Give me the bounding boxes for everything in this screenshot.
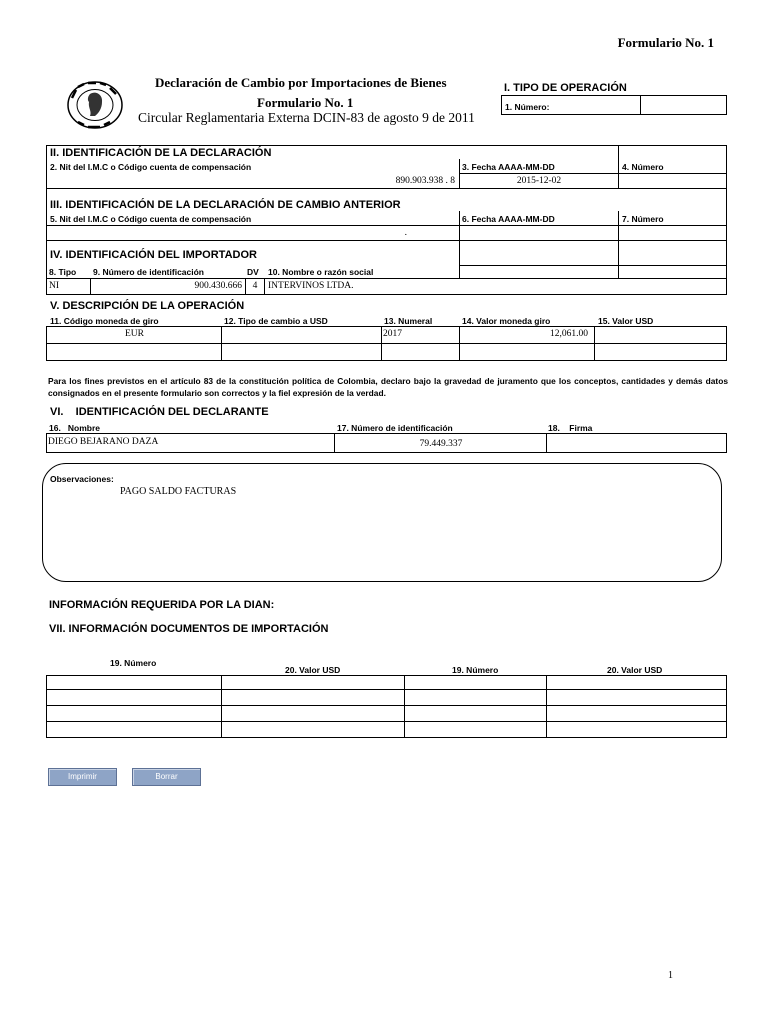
- numeral-field[interactable]: [383, 346, 457, 357]
- section-5-title: V. DESCRIPCIÓN DE LA OPERACIÓN: [50, 300, 245, 312]
- nit-anterior-field[interactable]: .: [404, 228, 407, 238]
- fecha-label: 3. Fecha AAAA-MM-DD: [462, 162, 555, 172]
- numero-label: 4. Número: [622, 162, 664, 172]
- col-valor-1-label: 20. Valor USD: [285, 665, 341, 675]
- identificacion-field[interactable]: 900.430.666: [194, 281, 242, 291]
- valor-usd-field[interactable]: [597, 329, 722, 340]
- valor-moneda-field[interactable]: [462, 346, 592, 357]
- tipo-cambio-field[interactable]: [224, 329, 379, 340]
- nit-anterior-label: 5. Nit del I.M.C o Código cuenta de compensación: [50, 214, 252, 224]
- nombre-label: 16. Nombre: [49, 423, 101, 433]
- section-7-title: VII. INFORMACIÓN DOCUMENTOS DE IMPORTACIÓN: [49, 623, 329, 635]
- numero-anterior-label: 7. Número: [622, 214, 664, 224]
- nombre-declarante-field[interactable]: DIEGO BEJARANO DAZA: [48, 437, 159, 447]
- documentos-table: [46, 675, 727, 738]
- tipo-label: 8. Tipo: [49, 267, 77, 277]
- razon-social-label: 10. Nombre o razón social: [268, 267, 374, 277]
- dv-label: DV: [247, 267, 259, 277]
- form-subtitle: Formulario No. 1: [257, 95, 354, 110]
- id-declarante-label: 17. Número de identificación: [337, 423, 453, 433]
- firma-label: 18. Firma: [548, 423, 593, 433]
- numero-field[interactable]: [622, 176, 722, 187]
- fecha-anterior-label: 6. Fecha AAAA-MM-DD: [462, 214, 555, 224]
- moneda-field[interactable]: [48, 346, 218, 357]
- section-4-title: IV. IDENTIFICACIÓN DEL IMPORTADOR: [50, 249, 257, 261]
- fecha-anterior-field[interactable]: [462, 228, 612, 239]
- dv-field[interactable]: 4: [252, 281, 258, 291]
- tipo-field[interactable]: NI: [49, 281, 60, 291]
- valor-moneda-field[interactable]: 12,061.00: [550, 329, 588, 339]
- tipo-cambio-field[interactable]: [224, 346, 379, 357]
- nit-field[interactable]: 890.903.938 . 8: [395, 176, 455, 186]
- col-numeral-label: 13. Numeral: [384, 316, 433, 326]
- identificacion-label: 9. Número de identificación: [93, 267, 204, 277]
- section-1-title: I. TIPO DE OPERACIÓN: [504, 82, 627, 94]
- col-valor-moneda-label: 14. Valor moneda giro: [462, 316, 551, 326]
- col-tipo-cambio-label: 12. Tipo de cambio a USD: [224, 316, 328, 326]
- fecha-field[interactable]: 2015-12-02: [516, 176, 562, 186]
- banco-republica-seal: [66, 80, 124, 130]
- col-moneda-label: 11. Código moneda de giro: [50, 316, 159, 326]
- observaciones-box[interactable]: [42, 463, 722, 582]
- numeral-field[interactable]: 2017: [383, 329, 402, 339]
- form-title: Declaración de Cambio por Importaciones de Bienes: [155, 75, 447, 90]
- col-numero-2-label: 19. Número: [452, 665, 499, 675]
- section-2-title: II. IDENTIFICACIÓN DE LA DECLARACIÓN: [50, 147, 272, 159]
- imprimir-button[interactable]: Imprimir: [48, 768, 117, 786]
- borrar-button[interactable]: Borrar: [132, 768, 201, 786]
- circular-reference: Circular Reglamentaria Externa DCIN-83 de agosto 9 de 2011: [138, 110, 475, 125]
- col-valor-2-label: 20. Valor USD: [607, 665, 663, 675]
- razon-social-field[interactable]: INTERVINOS LTDA.: [268, 281, 354, 291]
- page-number: 1: [668, 970, 673, 981]
- moneda-field[interactable]: EUR: [125, 329, 144, 339]
- form-number-label: Formulario No. 1: [617, 35, 714, 50]
- col-numero-1-label: 19. Número: [110, 658, 157, 668]
- tipo-operacion-numero-field[interactable]: [644, 100, 724, 112]
- numero-anterior-field[interactable]: [622, 228, 722, 239]
- section-3-title: III. IDENTIFICACIÓN DE LA DECLARACIÓN DE CAMBIO ANTERIOR: [50, 199, 401, 211]
- firma-field[interactable]: [550, 437, 720, 449]
- col-valor-usd-label: 15. Valor USD: [598, 316, 654, 326]
- observaciones-label: Observaciones:: [50, 474, 114, 484]
- section-6-title: VI. IDENTIFICACIÓN DEL DECLARANTE: [50, 406, 269, 418]
- observaciones-text: PAGO SALDO FACTURAS: [120, 486, 237, 497]
- dian-title: INFORMACIÓN REQUERIDA POR LA DIAN:: [49, 599, 275, 611]
- id-declarante-field[interactable]: 79.449.337: [419, 439, 463, 449]
- numero-label: 1. Número:: [505, 102, 550, 112]
- declaration-text: Para los fines previstos en el artículo 83 de la constitución política de Colombia, declaro bajo la gravedad de juramento que los conceptos, cantidades y demás datos consignados en el presente formulario son correctos y la fiel expresión de la verdad.: [48, 376, 728, 398]
- valor-usd-field[interactable]: [597, 346, 722, 357]
- nit-label: 2. Nit del I.M.C o Código cuenta de compensación: [50, 162, 252, 172]
